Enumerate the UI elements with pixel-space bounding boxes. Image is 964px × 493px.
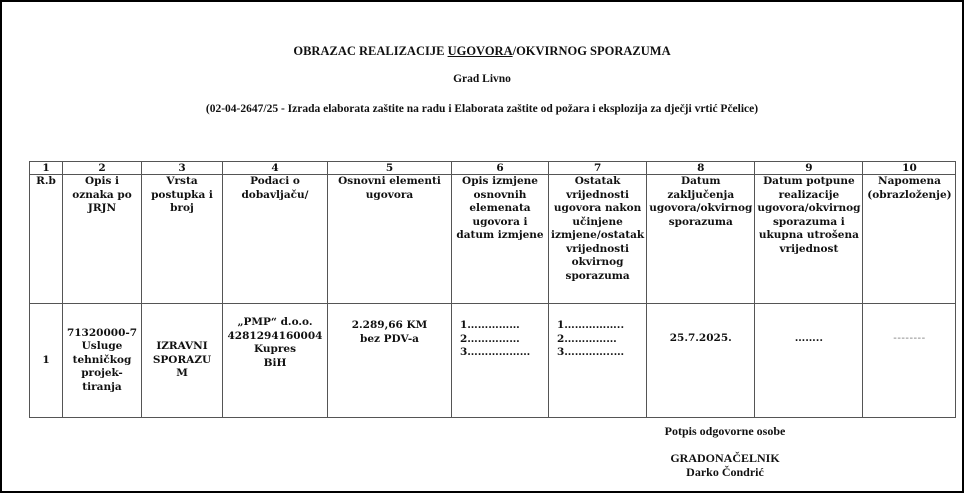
izmjene-line: 3……………… — [460, 346, 531, 358]
header-opis: Opis i oznaka po JRJN — [63, 175, 142, 304]
column-number: 1 — [30, 162, 63, 175]
opis-line: Usluge — [81, 340, 123, 353]
ostatak-line: 3…………..… — [557, 346, 625, 358]
cell-ostatak — [549, 304, 647, 418]
dobavljac-line: Kupres — [254, 343, 296, 355]
cell-datum-zakljucenja: 25.7.2025. — [647, 304, 755, 418]
header-izmjene: Opis izmjene osnovnih elemenata ugovora i datum izmjene — [452, 175, 549, 304]
opis-line: tehničkog — [72, 353, 132, 366]
cell-datum-realizacije: …….. — [755, 304, 863, 418]
column-number: 10 — [863, 162, 956, 175]
realization-table — [29, 161, 956, 418]
ostatak-line: 1…………….. — [557, 319, 625, 331]
header-dobavljac: Podaci o dobavljaču/ — [223, 175, 328, 304]
cell-rb: 1 — [30, 304, 63, 418]
izmjene-line: 1…………… — [460, 319, 520, 331]
column-number: 7 — [549, 162, 647, 175]
cell-opis — [63, 304, 142, 418]
title-suffix: /OKVIRNOG SPORAZUMA — [512, 44, 671, 58]
cell-osnovni: 2.289,66 KM bez PDV-a — [328, 304, 452, 418]
cell-napomena — [863, 304, 956, 418]
document-subtitle: Grad Livno — [453, 73, 511, 85]
document-subject: (02-04-2647/25 - Izrada elaborata zaštite na radu i Elaborata zaštite od požara i eksplozija za dječji vrtić Pčelice) — [205, 103, 759, 115]
column-number: 5 — [328, 162, 452, 175]
vrsta-line: IZRAVNI — [156, 340, 208, 353]
document-title — [0, 44, 964, 59]
title-underlined: UGOVORA — [447, 44, 513, 58]
cell-izmjene — [452, 304, 549, 418]
signature-block — [660, 451, 790, 479]
signature-position: GRADONAČELNIK — [670, 451, 780, 465]
cell-dobavljac — [223, 304, 328, 418]
signature-name: Darko Čondrić — [686, 465, 764, 479]
izmjene-line: 2…………… — [460, 332, 520, 345]
column-number: 9 — [755, 162, 863, 175]
cell-vrsta — [142, 304, 223, 418]
column-number: 2 — [63, 162, 142, 175]
opis-line: projek- — [81, 367, 123, 380]
column-number-row — [30, 162, 956, 175]
ostatak-line: 2…………… — [557, 332, 617, 345]
column-number: 4 — [223, 162, 328, 175]
vrsta-line: SPORAZU — [152, 353, 212, 366]
title-prefix: OBRAZAC REALIZACIJE — [293, 44, 448, 58]
column-number: 6 — [452, 162, 549, 175]
dobavljac-line: „PMP“ d.o.o. — [237, 316, 313, 328]
column-header-row — [30, 175, 956, 304]
header-osnovni: Osnovni elementi ugovora — [328, 175, 452, 304]
dobavljac-line: 4281294160004 — [227, 329, 323, 342]
column-number: 3 — [142, 162, 223, 175]
vrsta-line: M — [176, 367, 188, 380]
napomena-value: -------- — [893, 332, 926, 344]
header-datum-realizacije: Datum potpune realizacije ugovora/okvirnog sporazuma i ukupna utrošena vrijednost — [755, 175, 863, 304]
header-napomena: Napomena (obrazloženje) — [863, 175, 956, 304]
header-vrsta: Vrsta postupka i broj — [142, 175, 223, 304]
header-datum-zakljucenja: Datum zaključenja ugovora/okvirnog sporazuma — [647, 175, 755, 304]
header-ostatak: Ostatak vrijednosti ugovora nakon učinjene izmjene/ostatak vrijednosti okvirnog sporazuma — [549, 175, 647, 304]
opis-line: tiranja — [82, 380, 122, 393]
table-row — [30, 304, 956, 418]
signature-label: Potpis odgovorne osobe — [664, 424, 786, 438]
dobavljac-line: BiH — [263, 356, 287, 369]
column-number: 8 — [647, 162, 755, 175]
opis-line: 71320000-7 — [66, 326, 138, 339]
header-rb: R.b — [30, 175, 63, 304]
